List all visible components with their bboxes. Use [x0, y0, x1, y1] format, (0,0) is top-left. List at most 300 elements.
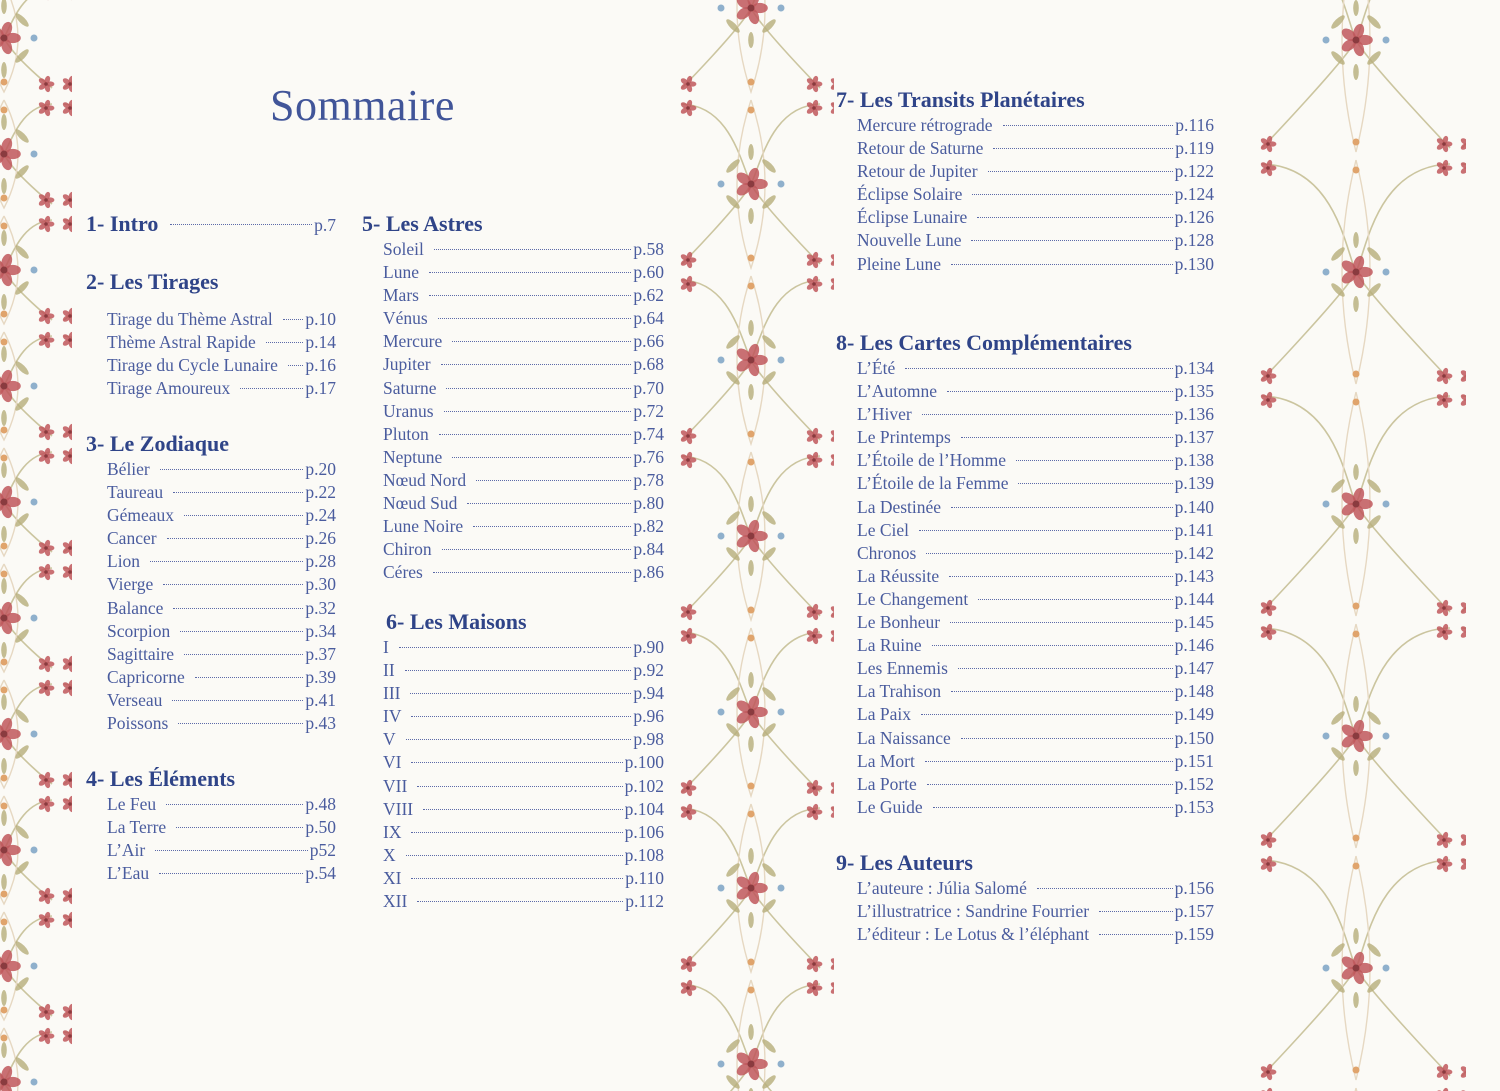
entry-page: p.24	[305, 505, 336, 526]
toc-entry[interactable]	[362, 798, 664, 821]
toc-entry[interactable]	[86, 458, 336, 481]
dot-leader	[160, 469, 304, 470]
section-maisons	[362, 608, 664, 913]
dot-leader	[919, 530, 1173, 531]
toc-entry[interactable]	[362, 659, 664, 682]
toc-entry[interactable]	[836, 357, 1214, 380]
entry-page: p.116	[1175, 115, 1214, 135]
entry-label: Éclipse Solaire	[857, 184, 963, 205]
entry-page: p.64	[633, 308, 664, 329]
dot-leader	[167, 538, 304, 539]
dot-leader	[429, 272, 631, 273]
entry-page: p.130	[1174, 253, 1214, 274]
dot-leader	[423, 809, 623, 810]
section-title: Les Éléments	[109, 766, 236, 791]
toc-entry[interactable]	[86, 354, 336, 377]
section-heading[interactable]	[86, 268, 336, 296]
toc-entry[interactable]	[86, 527, 336, 550]
dot-leader	[166, 804, 303, 805]
section-title: Intro	[109, 211, 159, 236]
toc-entry[interactable]	[362, 261, 664, 284]
dot-leader	[932, 645, 1173, 646]
toc-entry[interactable]	[836, 680, 1214, 703]
toc-entry[interactable]	[362, 636, 664, 659]
entry-page: p.41	[305, 689, 336, 710]
entry-page: p.82	[633, 516, 664, 537]
entry-page: p52	[309, 840, 336, 861]
entry-label: Soleil	[383, 239, 424, 259]
entry-page: p.48	[305, 794, 336, 814]
dot-leader	[283, 319, 304, 320]
entry-page: p.145	[1174, 612, 1214, 633]
entry-page: p.70	[633, 377, 664, 398]
toc-entry[interactable]	[836, 403, 1214, 426]
dot-leader	[972, 194, 1172, 195]
entry-page: p.159	[1174, 924, 1214, 945]
entry-label: Tirage du Cycle Lunaire	[107, 355, 278, 376]
entry-label: Nœud Sud	[383, 493, 458, 514]
dot-leader	[288, 365, 303, 366]
entry-label: L’Étoile de la Femme	[857, 473, 1009, 494]
entry-label: XII	[383, 891, 408, 912]
entry-label: Vierge	[107, 574, 154, 595]
entry-label: L’Eau	[107, 863, 150, 884]
toc-entry[interactable]	[362, 492, 664, 515]
toc-entry[interactable]	[86, 643, 336, 666]
toc-entry[interactable]	[836, 727, 1214, 750]
entry-page: p.108	[624, 844, 664, 865]
entry-label: La Destinée	[857, 496, 942, 517]
entry-page: p.144	[1174, 588, 1214, 609]
entry-page: p.119	[1175, 138, 1214, 159]
dot-leader	[180, 631, 303, 632]
entry-label: XI	[383, 867, 402, 888]
entry-page: p.152	[1174, 773, 1214, 794]
toc-entry[interactable]	[362, 821, 664, 844]
entry-label: Bélier	[107, 459, 150, 479]
entry-page: p.153	[1174, 796, 1214, 817]
entry-page: p.100	[624, 752, 664, 773]
section-heading[interactable]	[86, 765, 336, 793]
toc-entry[interactable]	[362, 446, 664, 469]
entry-label: Lune	[383, 262, 419, 283]
entry-page: p.134	[1174, 358, 1214, 378]
entry-label: Neptune	[383, 446, 443, 467]
section-heading[interactable]	[836, 329, 1214, 357]
entry-page: p.137	[1174, 427, 1214, 448]
toc-entry[interactable]	[836, 160, 1214, 183]
toc-entry[interactable]	[362, 469, 664, 492]
section-elements	[86, 765, 336, 885]
toc-entry[interactable]	[86, 839, 336, 862]
dot-leader	[925, 761, 1173, 762]
floral-border-right	[1248, 0, 1466, 1091]
toc-entry[interactable]	[836, 472, 1214, 495]
dot-leader	[159, 873, 303, 874]
dot-leader	[240, 388, 303, 389]
entry-page: p.135	[1174, 381, 1214, 402]
entry-label: VIII	[383, 798, 414, 819]
toc-entry[interactable]	[86, 620, 336, 643]
toc-entry[interactable]	[86, 308, 336, 331]
dot-leader	[441, 364, 632, 365]
entry-page: p.26	[305, 528, 336, 549]
toc-entry[interactable]	[836, 588, 1214, 611]
entry-page: p.140	[1174, 496, 1214, 517]
entry-label: Vénus	[383, 308, 428, 329]
entry-label: Retour de Jupiter	[857, 161, 978, 182]
toc-entry[interactable]	[362, 423, 664, 446]
section-title: Les Astres	[385, 211, 483, 236]
toc-entry[interactable]	[362, 538, 664, 561]
section-heading[interactable]	[86, 430, 336, 458]
entry-page: p.66	[633, 331, 664, 352]
entry-page: p.151	[1174, 750, 1214, 771]
dot-leader	[452, 457, 631, 458]
dot-leader	[476, 480, 631, 481]
section-title: Les Auteurs	[859, 850, 973, 875]
dot-leader	[988, 171, 1173, 172]
entry-page: p.142	[1174, 542, 1214, 563]
toc-entry[interactable]	[362, 844, 664, 867]
dot-leader	[927, 784, 1173, 785]
entry-page: p.102	[624, 775, 664, 796]
entry-page: p.112	[625, 891, 664, 912]
dot-leader	[922, 414, 1173, 415]
toc-entry[interactable]	[362, 867, 664, 890]
entry-label: Capricorne	[107, 666, 185, 687]
section-title: Le Zodiaque	[109, 431, 230, 456]
toc-entry[interactable]	[362, 284, 664, 307]
section-number: 1-	[86, 211, 105, 236]
section-number: 4-	[86, 766, 105, 791]
entry-page: p.58	[633, 239, 664, 259]
dot-leader	[411, 762, 622, 763]
toc-entry[interactable]	[836, 611, 1214, 634]
toc-entry[interactable]	[362, 400, 664, 423]
section-heading[interactable]	[386, 608, 664, 636]
entry-page: p.50	[305, 817, 336, 838]
section-title: Les Transits Planétaires	[859, 87, 1085, 112]
toc-entry[interactable]	[86, 712, 336, 735]
toc-entry[interactable]	[836, 796, 1214, 819]
dot-leader	[951, 264, 1173, 265]
entry-page: p.37	[305, 643, 336, 664]
entry-label: Gémeaux	[107, 505, 175, 526]
dot-leader	[444, 411, 632, 412]
toc-entry[interactable]	[836, 773, 1214, 796]
toc-entry[interactable]	[362, 775, 664, 798]
section-cartes	[836, 329, 1214, 819]
entry-label: L’Été	[857, 358, 896, 378]
entry-page: p.126	[1174, 207, 1214, 228]
toc-entry[interactable]	[86, 689, 336, 712]
section-transits	[836, 86, 1214, 276]
entry-label: Lion	[107, 551, 141, 572]
section-intro	[86, 210, 336, 238]
dot-leader	[473, 526, 631, 527]
toc-entry[interactable]	[836, 923, 1214, 946]
entry-label: III	[383, 683, 401, 704]
toc-entry[interactable]	[86, 666, 336, 689]
toc-entry[interactable]	[836, 137, 1214, 160]
dot-leader	[977, 217, 1172, 218]
entry-page: p.124	[1174, 184, 1214, 205]
toc-entry[interactable]	[86, 573, 336, 596]
section-title: Les Cartes Complémentaires	[859, 330, 1132, 355]
entry-page: p.78	[633, 469, 664, 490]
section-number: 9-	[836, 850, 855, 875]
entry-page: p.106	[624, 821, 664, 842]
dot-leader	[971, 240, 1172, 241]
entry-page: p.30	[305, 574, 336, 595]
entry-label: L’auteure : Júlia Salomé	[857, 878, 1027, 898]
section-astres	[362, 210, 664, 584]
toc-entry[interactable]	[362, 515, 664, 538]
section-zodiaque	[86, 430, 336, 735]
entry-label: I	[383, 637, 389, 657]
toc-entry[interactable]	[86, 377, 336, 400]
toc-entry[interactable]	[86, 210, 336, 238]
entry-page: p.98	[633, 729, 664, 750]
dot-leader	[1037, 888, 1173, 889]
dot-leader	[947, 391, 1173, 392]
entry-label: VI	[383, 752, 402, 773]
section-heading[interactable]	[836, 849, 1214, 877]
entry-page: p.139	[1174, 473, 1214, 494]
entry-page: p.148	[1174, 681, 1214, 702]
toc-entry[interactable]	[836, 542, 1214, 565]
toc-entry[interactable]	[86, 481, 336, 504]
dot-leader	[176, 827, 303, 828]
entry-label: Sagittaire	[107, 643, 175, 664]
entry-label: Mercure rétrograde	[857, 115, 993, 135]
dot-leader	[1099, 911, 1172, 912]
entry-page: p.80	[633, 493, 664, 514]
dot-leader	[184, 515, 303, 516]
entry-label: Éclipse Lunaire	[857, 207, 968, 228]
toc-entry[interactable]	[836, 449, 1214, 472]
entry-label: L’éditeur : Le Lotus & l’éléphant	[857, 924, 1090, 945]
toc-entry[interactable]	[362, 561, 664, 584]
dot-leader	[411, 716, 631, 717]
entry-label: L’Air	[107, 840, 146, 861]
dot-leader	[399, 647, 632, 648]
dot-leader	[406, 739, 632, 740]
entry-page: p.68	[633, 354, 664, 375]
toc-entry[interactable]	[362, 682, 664, 705]
entry-label: La Porte	[857, 773, 917, 794]
entry-page: p.39	[305, 666, 336, 687]
dot-leader	[921, 714, 1173, 715]
entry-label: VII	[383, 775, 408, 796]
dot-leader	[933, 807, 1173, 808]
dot-leader	[951, 507, 1173, 508]
toc-entry[interactable]	[362, 890, 664, 913]
entry-page: p.7	[314, 215, 336, 235]
entry-label: Verseau	[107, 689, 163, 710]
toc-entry[interactable]	[362, 353, 664, 376]
entry-page: p.54	[305, 863, 336, 884]
toc-entry[interactable]	[86, 597, 336, 620]
section-tirages	[86, 268, 336, 400]
entry-page: p.143	[1174, 565, 1214, 586]
dot-leader	[163, 584, 303, 585]
entry-label: Nouvelle Lune	[857, 230, 962, 251]
dot-leader	[173, 608, 303, 609]
toc-entry[interactable]	[836, 229, 1214, 252]
toc-entry[interactable]	[836, 877, 1214, 900]
toc-entry[interactable]	[836, 519, 1214, 542]
dot-leader	[950, 622, 1173, 623]
entry-label: Lune Noire	[383, 516, 464, 537]
entry-label: La Ruine	[857, 635, 922, 656]
entry-label: L’Étoile de l’Homme	[857, 450, 1007, 471]
toc-entry[interactable]	[86, 793, 336, 816]
dot-leader	[961, 738, 1173, 739]
entry-label: X	[383, 844, 396, 865]
toc-entry[interactable]	[86, 862, 336, 885]
dot-leader	[905, 368, 1172, 369]
toc-entry[interactable]	[836, 183, 1214, 206]
entry-label: Chronos	[857, 542, 917, 563]
entry-label: Le Guide	[857, 796, 923, 817]
entry-page: p.147	[1174, 658, 1214, 679]
toc-entry[interactable]	[362, 728, 664, 751]
entry-label: Les Ennemis	[857, 658, 948, 679]
entry-label: La Naissance	[857, 727, 951, 748]
toc-entry[interactable]	[362, 238, 664, 261]
section-title: Les Maisons	[409, 609, 527, 634]
entry-page: p.141	[1174, 519, 1214, 540]
page-title: Sommaire	[270, 81, 455, 130]
dot-leader	[417, 901, 623, 902]
dot-leader	[172, 700, 303, 701]
entry-label: Mercure	[383, 331, 443, 352]
section-auteurs	[836, 849, 1214, 946]
entry-label: Saturne	[383, 377, 437, 398]
entry-page: p.104	[624, 798, 664, 819]
section-number: 7-	[836, 87, 855, 112]
section-heading[interactable]	[362, 210, 664, 238]
toc-entry[interactable]	[836, 253, 1214, 276]
entry-label: L’illustratrice : Sandrine Fourrier	[857, 901, 1090, 922]
toc-entry[interactable]	[362, 330, 664, 353]
toc-entry[interactable]	[86, 504, 336, 527]
entry-page: p.156	[1174, 878, 1214, 898]
dot-leader	[1016, 460, 1173, 461]
toc-entry[interactable]	[836, 565, 1214, 588]
toc-entry[interactable]	[86, 550, 336, 573]
entry-label: La Trahison	[857, 681, 942, 702]
entry-label: Le Printemps	[857, 427, 951, 448]
entry-page: p.22	[305, 482, 336, 503]
toc-entry[interactable]	[836, 900, 1214, 923]
section-heading[interactable]	[836, 86, 1214, 114]
dot-leader	[439, 434, 632, 435]
entry-page: p.62	[633, 285, 664, 306]
entry-page: p.43	[305, 713, 336, 734]
floral-border-center	[668, 0, 834, 1091]
entry-page: p.128	[1174, 230, 1214, 251]
toc-entry[interactable]	[836, 114, 1214, 137]
dot-leader	[433, 572, 632, 573]
floral-border-left	[0, 0, 72, 1091]
toc-entry[interactable]	[836, 380, 1214, 403]
dot-leader	[170, 224, 312, 225]
entry-label: La Mort	[857, 750, 915, 771]
entry-label: Tirage du Thème Astral	[107, 309, 273, 329]
entry-label: Taureau	[107, 482, 164, 503]
dot-leader	[155, 850, 308, 851]
entry-page: p.94	[633, 683, 664, 704]
entry-page: p.14	[305, 332, 336, 353]
toc-entry[interactable]	[86, 816, 336, 839]
entry-page: p.96	[633, 706, 664, 727]
dot-leader	[411, 832, 622, 833]
entry-page: p.10	[305, 309, 336, 329]
entry-page: p.86	[633, 562, 664, 583]
dot-leader	[150, 561, 303, 562]
toc-entry[interactable]	[836, 634, 1214, 657]
dot-leader	[184, 654, 303, 655]
entry-page: p.60	[633, 262, 664, 283]
entry-page: p.74	[633, 423, 664, 444]
toc-entry[interactable]	[836, 496, 1214, 519]
toc-entry[interactable]	[362, 377, 664, 400]
entry-label: Le Ciel	[857, 519, 909, 540]
dot-leader	[993, 148, 1173, 149]
entry-label: Tirage Amoureux	[107, 378, 231, 399]
section-number: 6-	[386, 609, 405, 634]
entry-page: p.149	[1174, 704, 1214, 725]
entry-label: La Paix	[857, 704, 911, 725]
entry-label: Nœud Nord	[383, 469, 467, 490]
toc-entry[interactable]	[362, 307, 664, 330]
section-number: 5-	[362, 211, 381, 236]
dot-leader	[951, 691, 1173, 692]
toc-entry[interactable]	[362, 751, 664, 774]
toc-entry[interactable]	[836, 426, 1214, 449]
entry-page: p.84	[633, 539, 664, 560]
toc-entry[interactable]	[836, 206, 1214, 229]
toc-entry[interactable]	[86, 331, 336, 354]
entry-label: Jupiter	[383, 354, 431, 375]
dot-leader	[429, 295, 631, 296]
entry-label: Céres	[383, 562, 423, 583]
toc-entry[interactable]	[836, 657, 1214, 680]
entry-label: Poissons	[107, 713, 169, 734]
toc-entry[interactable]	[836, 750, 1214, 773]
dot-leader	[173, 492, 303, 493]
dot-leader	[958, 668, 1173, 669]
section-number: 3-	[86, 431, 105, 456]
dot-leader	[417, 786, 622, 787]
entry-page: p.20	[305, 459, 336, 479]
entry-label: Le Changement	[857, 588, 969, 609]
entry-page: p.28	[305, 551, 336, 572]
section-number: 2-	[86, 269, 105, 294]
dot-leader	[442, 549, 632, 550]
dot-leader	[1018, 483, 1172, 484]
entry-label: L’Hiver	[857, 404, 912, 425]
entry-label: L’Automne	[857, 381, 938, 402]
entry-label: Thème Astral Rapide	[107, 332, 256, 353]
toc-entry[interactable]	[362, 705, 664, 728]
entry-page: p.76	[633, 446, 664, 467]
entry-page: p.122	[1174, 161, 1214, 182]
toc-entry[interactable]	[836, 703, 1214, 726]
